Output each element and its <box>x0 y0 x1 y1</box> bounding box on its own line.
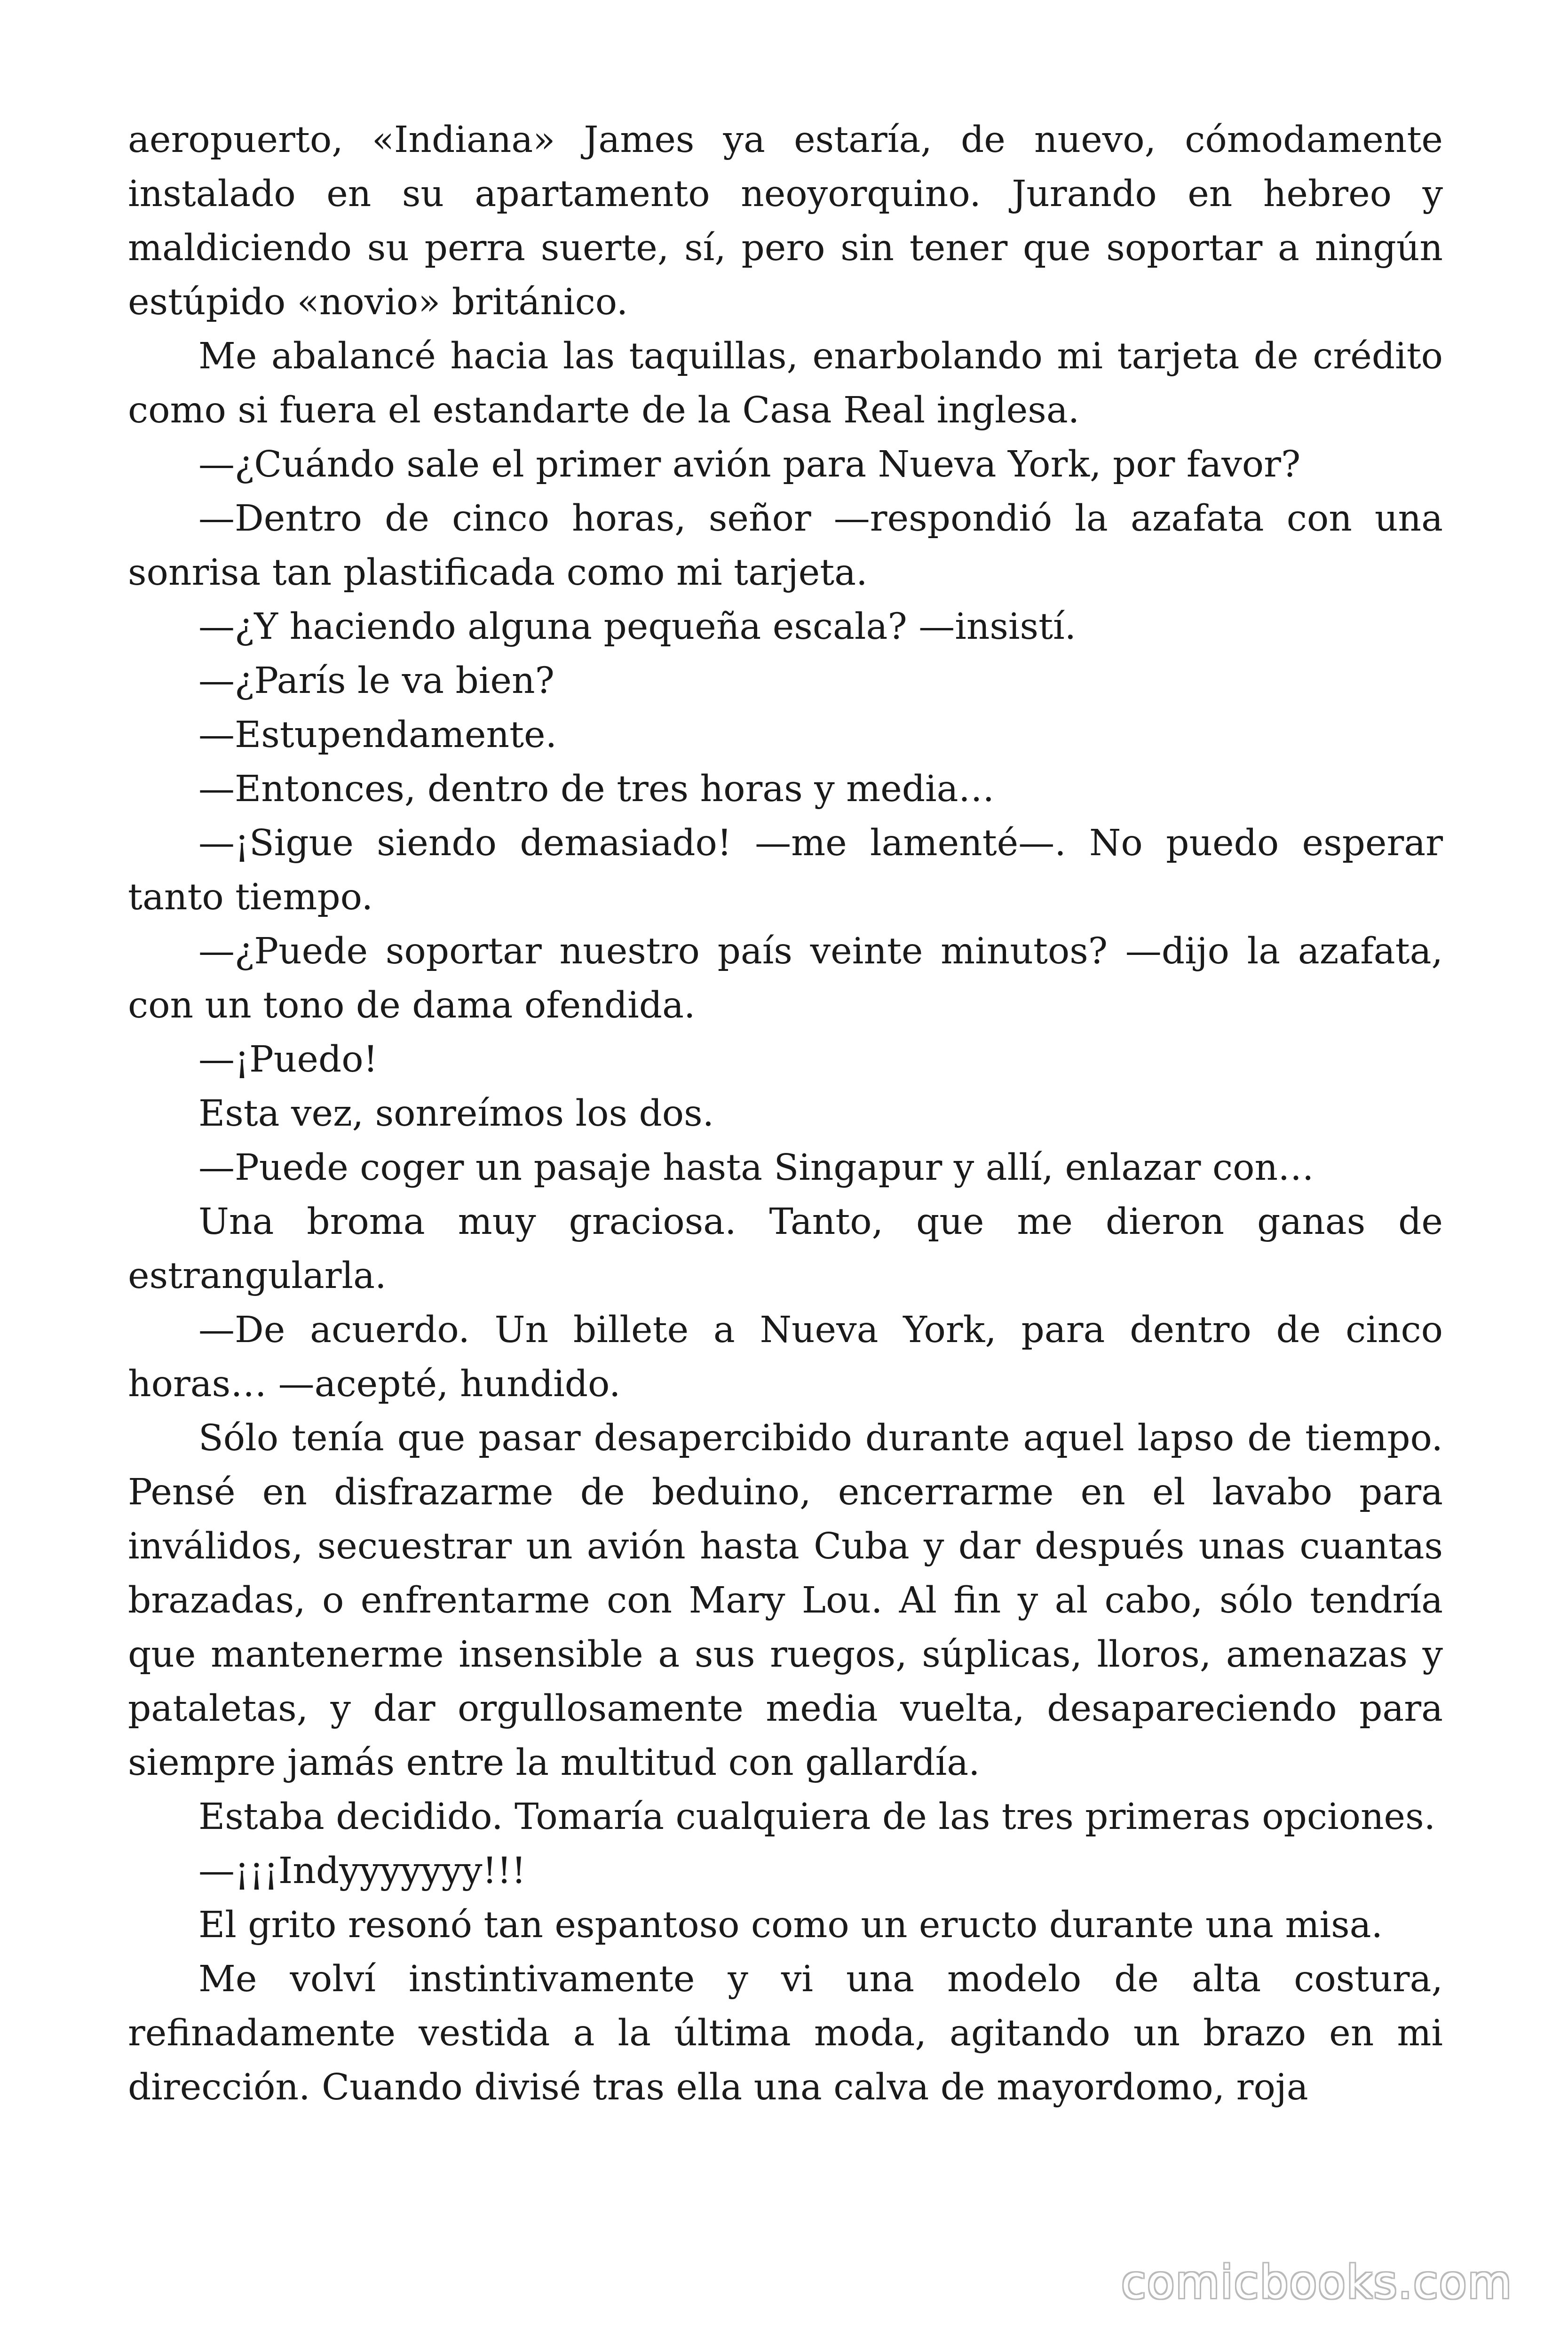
paragraph-14: Una broma muy graciosa. Tanto, que me dieron ganas de estrangularla. <box>128 1201 1443 1297</box>
paragraph-9: —¡Sigue siendo demasiado! —me lamenté—. No puedo esperar tanto tiempo. <box>128 822 1443 918</box>
paragraph-6: —¿París le va bien? <box>198 660 554 702</box>
paragraph-4: —Dentro de cinco horas, señor —respondió la azafata con una sonrisa tan plastificada como mi tarjeta. <box>128 498 1443 594</box>
paragraph-17: Estaba decidido. Tomaría cualquiera de las tres primeras opciones. <box>198 1796 1436 1838</box>
paragraph-8: —Entonces, dentro de tres horas y media… <box>198 768 995 810</box>
paragraph-15: —De acuerdo. Un billete a Nueva York, para dentro de cinco horas… —acepté, hundido. <box>128 1309 1443 1405</box>
paragraph-12: Esta vez, sonreímos los dos. <box>198 1093 714 1135</box>
paragraph-5: —¿Y haciendo alguna pequeña escala? —insistí. <box>198 606 1077 648</box>
paragraph-18: —¡¡¡Indyyyyyyy!!! <box>198 1850 526 1892</box>
paragraph-13: —Puede coger un pasaje hasta Singapur y allí, enlazar con… <box>198 1147 1315 1189</box>
paragraph-2: Me abalancé hacia las taquillas, enarbolando mi tarjeta de crédito como si fuera el estandarte de la Casa Real inglesa. <box>128 335 1443 431</box>
paragraph-7: —Estupendamente. <box>198 714 557 756</box>
paragraph-3: —¿Cuándo sale el primer avión para Nueva York, por favor? <box>198 444 1301 485</box>
paragraph-19: El grito resonó tan espantoso como un eructo durante una misa. <box>198 1904 1383 1946</box>
watermark: comicbooks.com <box>1121 2256 1513 2309</box>
paragraph-11: —¡Puedo! <box>198 1039 378 1081</box>
book-page-text <box>128 113 1443 2114</box>
paragraph-20: Me volví instintivamente y vi una modelo de alta costura, refinadamente vestida a la última moda, agitando un brazo en mi dirección. Cuando divisé tras ella una calva de mayordomo, roja <box>128 1958 1443 2108</box>
paragraph-10: —¿Puede soportar nuestro país veinte minutos? —dijo la azafata, con un tono de dama ofendida. <box>128 930 1443 1026</box>
paragraph-1: aeropuerto, «Indiana» James ya estaría, de nuevo, cómodamente instalado en su apartamento neoyorquino. Jurando en hebreo y maldiciendo su perra suerte, sí, pero sin tener que soportar a ningún estúpido «novio» británico. <box>128 119 1443 323</box>
paragraph-16: Sólo tenía que pasar desapercibido durante aquel lapso de tiempo. Pensé en disfrazarme de beduino, encerrarme en el lavabo para inválidos, secuestrar un avión hasta Cuba y dar después unas cuantas brazadas, o enfrentarme con Mary Lou. Al fin y al cabo, sólo tendría que mantenerme insensible a sus ruegos, súplicas, lloros, amenazas y pataletas, y dar orgullosamente media vuelta, desapareciendo para siempre jamás entre la multitud con gallardía. <box>128 1417 1443 1784</box>
